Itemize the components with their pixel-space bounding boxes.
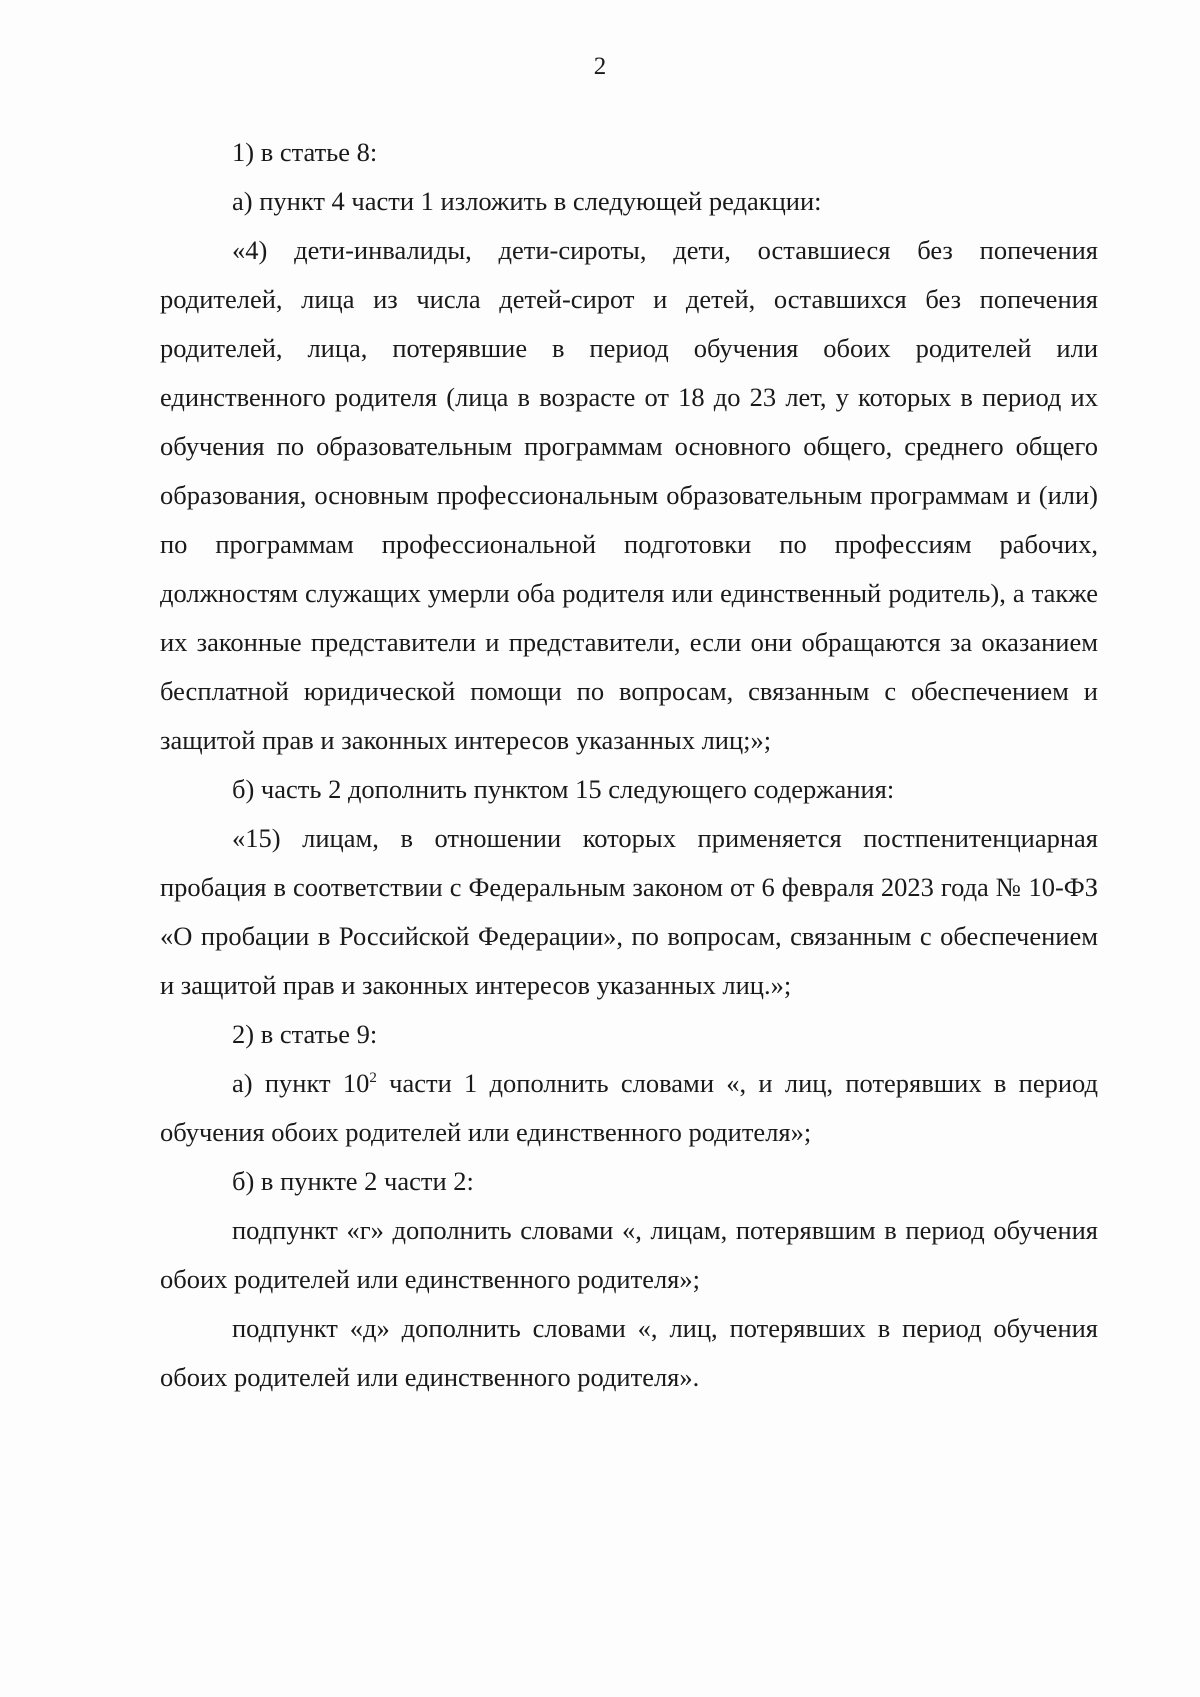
document-body xyxy=(160,128,1098,1402)
paragraph-item-a: а) пункт 4 части 1 изложить в следующей редакции: xyxy=(232,186,822,216)
item-a-text-start: а) пункт 10 xyxy=(232,1068,370,1098)
paragraph-item-b: б) часть 2 дополнить пунктом 15 следующего содержания: xyxy=(232,774,895,804)
item-a-superscript: 2 xyxy=(369,1070,377,1087)
paragraph-subitem-d: подпункт «д» дополнить словами «, лиц, потерявших в период обучения обоих родителей или единственного родителя». xyxy=(160,1313,1098,1392)
item-a-text-end: части 1 дополнить словами «, и лиц, потерявших в период обучения обоих родителей или единственного родителя»; xyxy=(160,1068,1098,1147)
paragraph-article-8: 1) в статье 8: xyxy=(232,137,378,167)
paragraph-item-15-text: «15) лицам, в отношении которых применяется постпенитенциарная пробация в соответствии с Федеральным законом от 6 февраля 2023 года № 10-ФЗ «О пробации в Российской Федерации», по вопросам, связанным с обеспечением и защитой прав и законных интересов указанных лиц.»; xyxy=(160,823,1098,1000)
paragraph-subitem-g: подпункт «г» дополнить словами «, лицам, потерявшим в период обучения обоих родителей или единственного родителя»; xyxy=(160,1215,1098,1294)
paragraph-article-9-item-b: б) в пункте 2 части 2: xyxy=(232,1166,474,1196)
paragraph-item-4-text: «4) дети-инвалиды, дети-сироты, дети, оставшиеся без попечения родителей, лица из числа детей-сирот и детей, оставшихся без попечения родителей, лица, потерявшие в период обучения обоих родителей или единственного родителя (лица в возрасте от 18 до 23 лет, у которых в период их обучения по образовательным программам основного общего, среднего общего образования, основным профессиональным образовательным программам и (или) по программам профессиональной подготовки по профессиям рабочих, должностям служащих умерли оба родителя или единственный родитель), а также их законные представители и представители, если они обращаются за оказанием бесплатной юридической помощи по вопросам, связанным с обеспечением и защитой прав и законных интересов указанных лиц;»; xyxy=(160,235,1098,755)
paragraph-article-9: 2) в статье 9: xyxy=(232,1019,378,1049)
paragraph-article-9-item-a xyxy=(160,1059,1098,1157)
page-number: 2 xyxy=(593,53,607,80)
